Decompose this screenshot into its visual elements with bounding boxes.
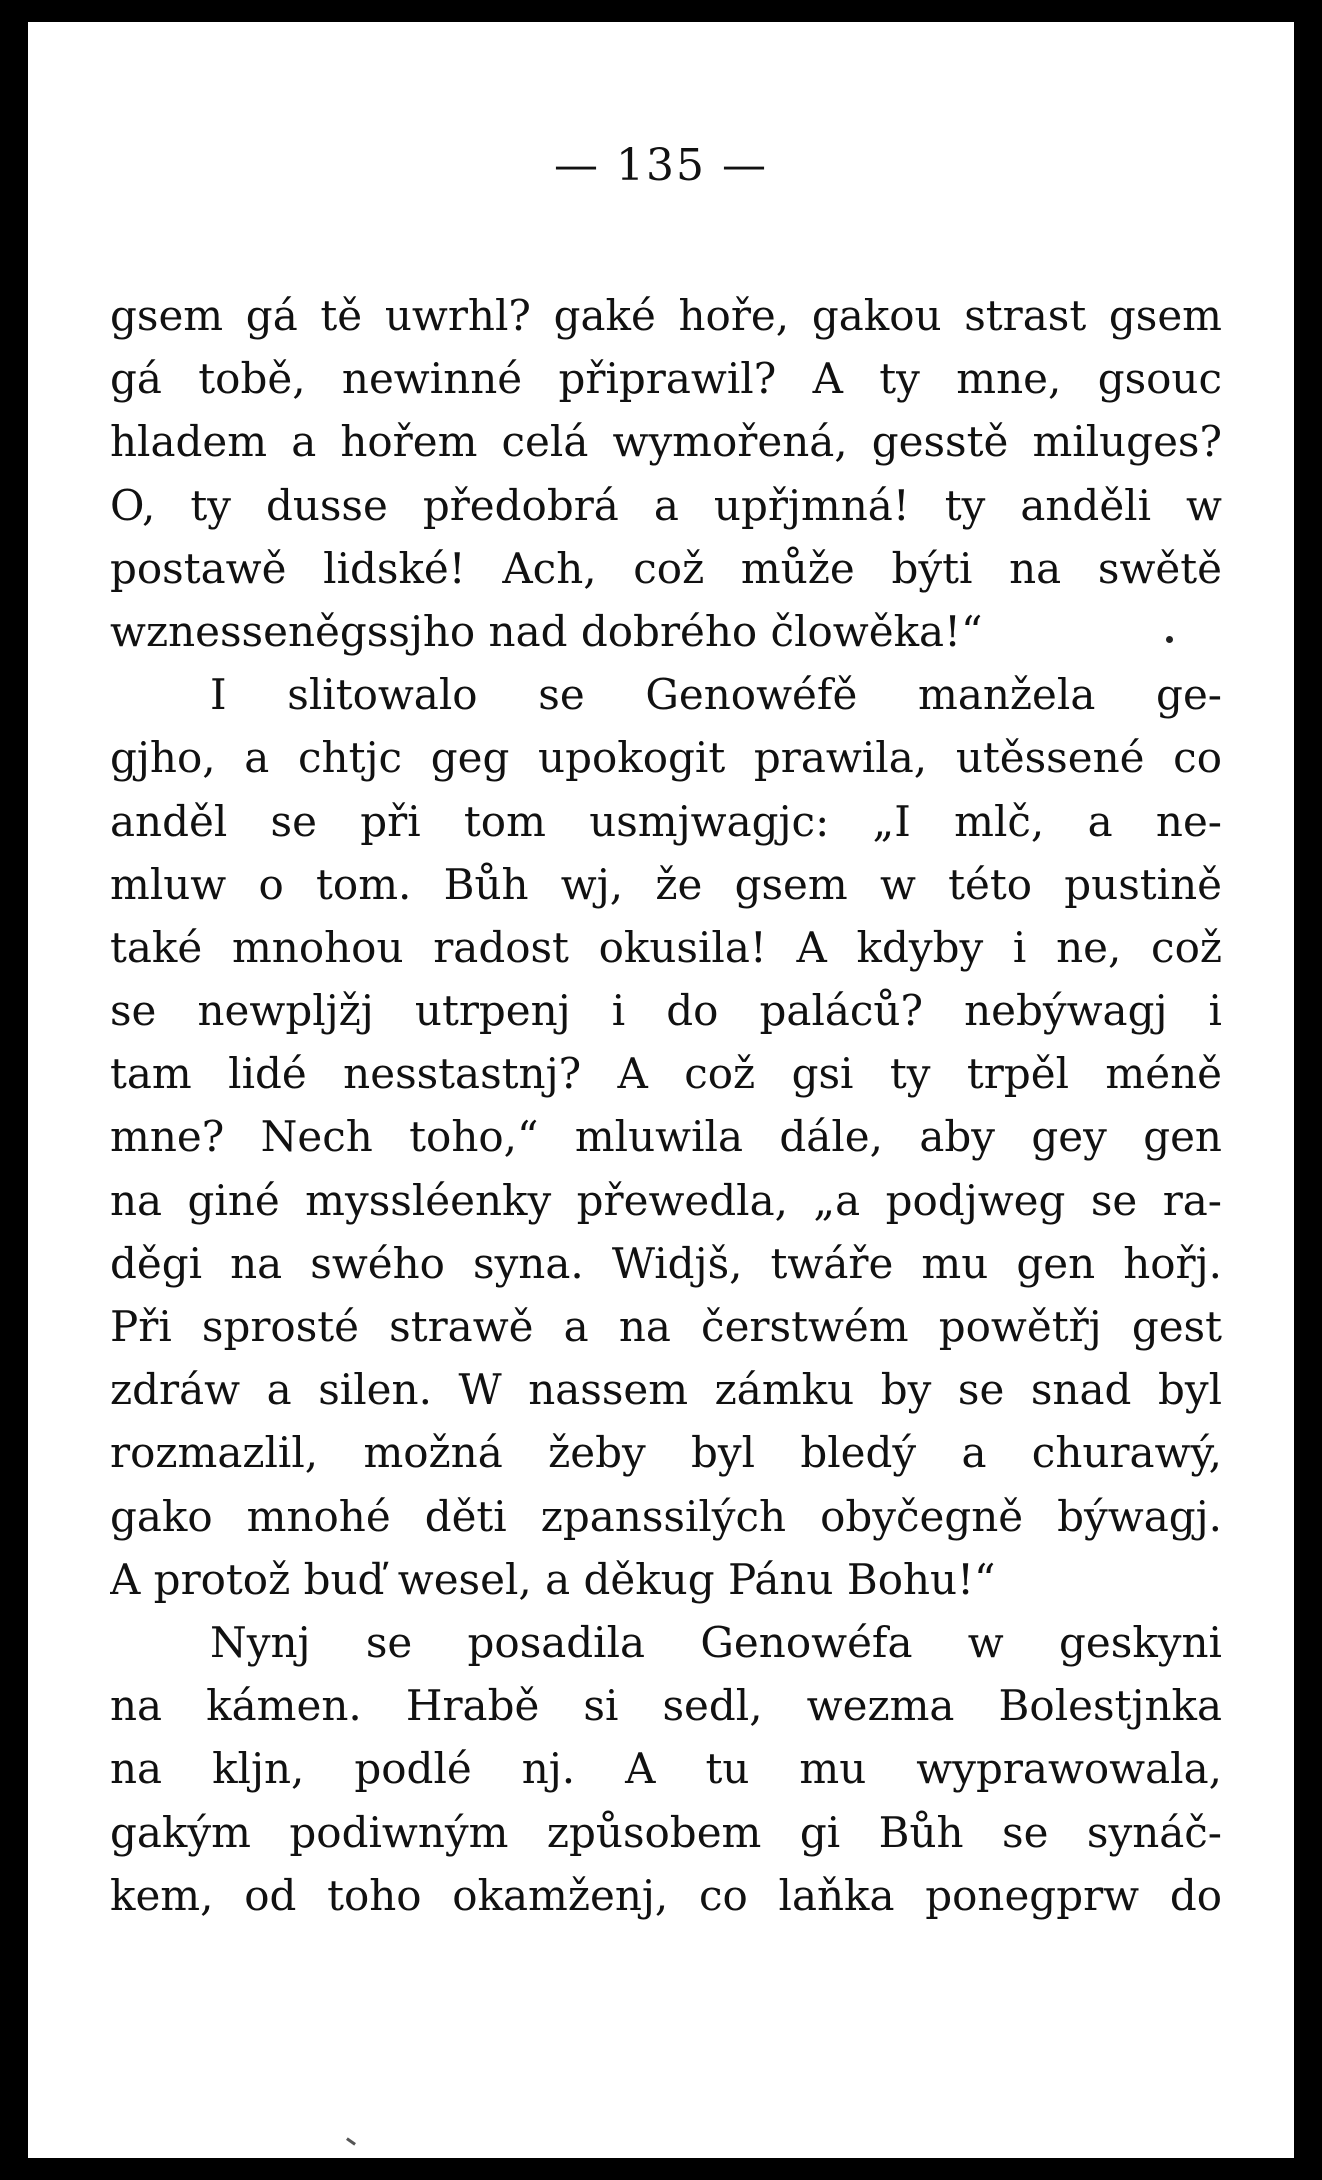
- text-line: wznesseněgssjho nad dobrého člowěka!“: [110, 606, 983, 656]
- text-line: rozmazlil, možná žeby byl bledý a churawý,: [110, 1428, 1222, 1478]
- text-line: mluw o tom. Bůh wj, že gsem w této pustině: [110, 859, 1222, 909]
- print-speck: [1166, 636, 1173, 643]
- print-mark: [346, 2137, 356, 2145]
- text-line: A protož buď wesel, a děkug Pánu Bohu!“: [110, 1554, 996, 1604]
- text-line: kem, od toho okamženj, co laňka ponegprw do: [110, 1870, 1222, 1920]
- text-line: I slitowalo se Genowéfě manžela ge-: [210, 670, 1222, 720]
- text-line: Při sprosté strawě a na čerstwém powětřj gest: [110, 1302, 1222, 1351]
- page-number: — 135 —: [554, 140, 768, 191]
- text-line: se newpljžj utrpenj i do paláců? nebýwagj i: [110, 986, 1222, 1036]
- text-line: postawě lidské! Ach, což může býti na swětě: [110, 543, 1222, 593]
- text-line: gakým podiwným způsobem gi Bůh se synáč-: [110, 1807, 1222, 1857]
- text-line: tam lidé nesstastnj? A což gsi ty trpěl méně: [110, 1049, 1222, 1099]
- text-line: na kámen. Hrabě si sedl, wezma Bolestjnka: [110, 1681, 1222, 1731]
- book-page: [28, 22, 1294, 2158]
- text-line: gako mnohé děti zpanssilých obyčegně býwagj.: [110, 1491, 1222, 1541]
- text-line: gá tobě, newinné připrawil? A ty mne, gsouc: [110, 354, 1222, 404]
- text-line: na kljn, podlé nj. A tu mu wyprawowala,: [110, 1744, 1222, 1794]
- text-line: Nynj se posadila Genowéfa w geskyni: [210, 1617, 1222, 1667]
- body-text: [110, 284, 1222, 1927]
- text-line: zdráw a silen. W nassem zámku by se snad byl: [110, 1365, 1222, 1415]
- text-line: děgi na swého syna. Widjš, twáře mu gen hořj.: [110, 1238, 1222, 1288]
- text-line: gsem gá tě uwrhl? gaké hoře, gakou strast gsem: [110, 291, 1222, 340]
- text-line: hladem a hořem celá wymořená, gesstě miluges?: [110, 417, 1222, 467]
- text-line: anděl se při tom usmjwagjc: „I mlč, a ne-: [110, 796, 1222, 846]
- text-line: gjho, a chtjc geg upokogit prawila, utěssené co: [110, 733, 1222, 783]
- text-line: mne? Nech toho,“ mluwila dále, aby gey gen: [110, 1112, 1222, 1162]
- text-line: na giné myssléenky přewedla, „a podjweg se ra-: [110, 1175, 1222, 1225]
- text-line: také mnohou radost okusila! A kdyby i ne, což: [110, 922, 1222, 972]
- text-line: O, ty dusse předobrá a upřjmná! ty anděli w: [110, 480, 1222, 530]
